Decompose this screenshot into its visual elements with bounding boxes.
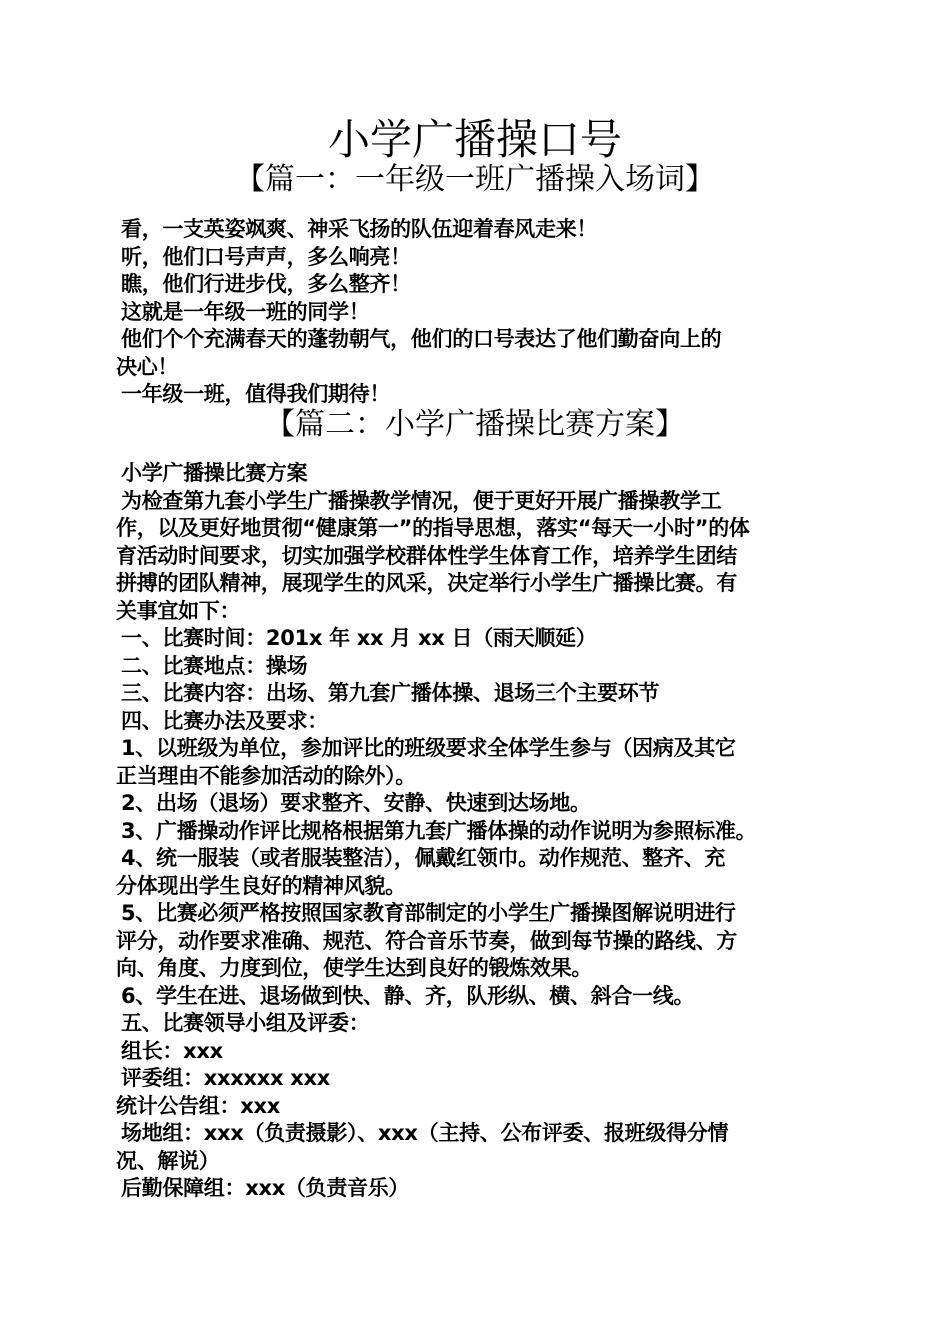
paragraph-line: 决心！ [116,354,179,379]
paragraph-line: 他们个个充满春天的蓬勃朝气，他们的口号表达了他们勤奋向上的 [121,327,722,351]
paragraph-line: 瞧，他们行进步伐，多么整齐！ [121,272,411,296]
paragraph-line: 一、比赛时间：201x 年 xx 月 xx 日（雨天顺延） [121,626,597,650]
section2-body [116,460,846,1203]
section1-body [116,216,846,409]
paragraph-line: 拼搏的团队精神，展现学生的风采，决定举行小学生广播操比赛。有 [116,571,737,595]
document-title: 小学广播操口号 [327,115,622,164]
paragraph-line: 一年级一班，值得我们期待！ [121,382,391,406]
paragraph-line: 三、比赛内容：出场、第九套广播体操、退场三个主要环节 [121,681,660,705]
paragraph-line: 评分，动作要求准确、规范、符合音乐节奏，做到每节操的路线、方 [116,928,737,953]
paragraph-line: 况、解说） [116,1148,220,1173]
section1-heading: 【篇一：一年级一班广播操入场词】 [235,162,715,197]
paragraph-line: 小学广播操比赛方案 [121,461,308,485]
paragraph-line: 这就是一年级一班的同学！ [121,299,370,324]
paragraph-line: 作，以及更好地贯彻“健康第一”的指导思想，落实“每天一小时”的体 [116,516,750,540]
paragraph-line: 二、比赛地点：操场 [121,653,308,678]
paragraph-line: 统计公告组：xxx [116,1093,280,1118]
paragraph-line: 向、角度、力度到位，使学生达到良好的锻炼效果。 [116,956,593,980]
paragraph-line: 听，他们口号声声，多么响亮！ [121,244,411,269]
paragraph-line: 四、比赛办法及要求： [121,708,328,733]
paragraph-line: 6、学生在进、退场做到快、静、齐，队形纵、横、斜合一线。 [121,983,695,1008]
section2-heading: 【篇二：小学广播操比赛方案】 [265,407,685,442]
paragraph-line: 评委组：xxxxxx xxx [121,1066,331,1090]
paragraph-line: 为检查第九套小学生广播操教学情况，便于更好开展广播操教学工 [121,488,722,513]
paragraph-line: 2、出场（退场）要求整齐、安静、快速到达场地。 [121,791,591,815]
paragraph-line: 看，一支英姿飒爽、神采飞扬的队伍迎着春风走来！ [121,217,598,241]
paragraph-line: 五、比赛领导小组及评委： [121,1011,370,1035]
paragraph-line: 正当理由不能参加活动的除外）。 [116,763,416,788]
paragraph-line: 分体现出学生良好的精神风貌。 [116,873,406,898]
paragraph-line: 育活动时间要求，切实加强学校群体性学生体育工作，培养学生团结 [116,543,737,568]
paragraph-line: 3、广播操动作评比规格根据第九套广播体操的动作说明为参照标准。 [121,818,757,843]
paragraph-line: 场地组：xxx（负责摄影）、xxx（主持、公布评委、报班级得分情 [121,1121,729,1145]
paragraph-line: 4、统一服装（或者服装整洁），佩戴红领巾。动作规范、整齐、充 [121,846,726,870]
paragraph-line: 关事宜如下： [116,598,241,623]
paragraph-line: 5、比赛必须严格按照国家教育部制定的小学生广播操图解说明进行 [121,901,736,925]
paragraph-line: 组长：xxx [121,1038,223,1063]
paragraph-line: 后勤保障组：xxx（负责音乐） [121,1176,410,1200]
paragraph-line: 1、以班级为单位，参加评比的班级要求全体学生参与（因病及其它 [121,736,736,760]
